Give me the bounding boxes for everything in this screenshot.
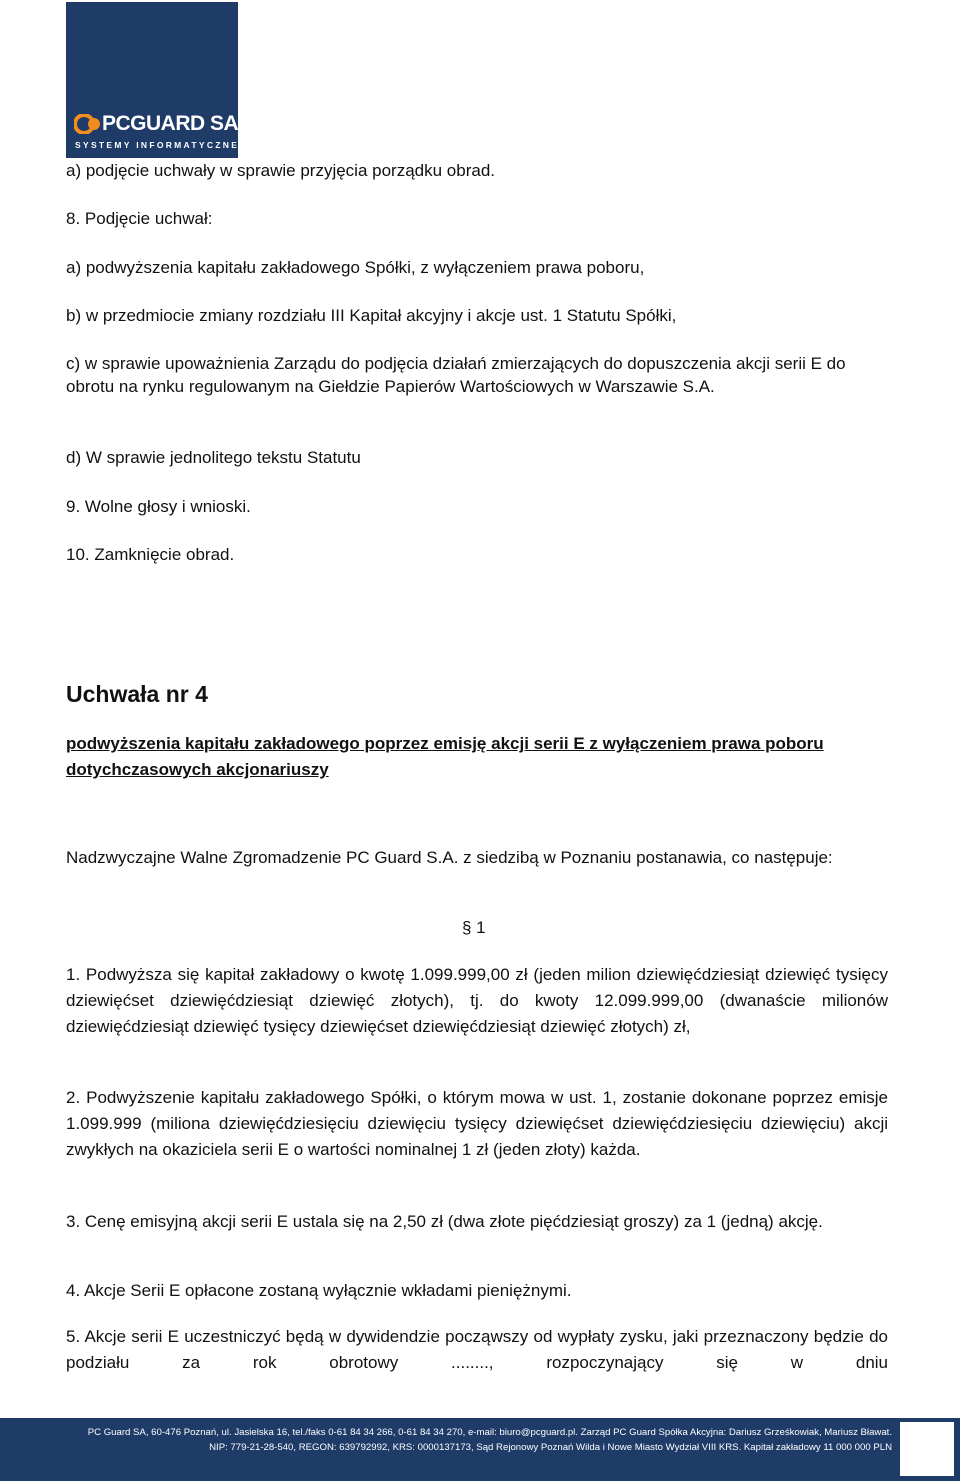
- resolution-point-5: 5. Akcje serii E uczestniczyć będą w dywidendzie począwszy od wypłaty zysku, jaki przeznaczony będzie do podziału za rok obrotowy ........, rozpoczynający się w dniu: [66, 1327, 888, 1372]
- agenda-item-8a: a) podwyższenia kapitału zakładowego Spółki, z wyłączeniem prawa poboru,: [66, 258, 645, 277]
- agenda-item-8: 8. Podjęcie uchwał:: [66, 209, 213, 228]
- agenda-item-adoption: a) podjęcie uchwały w sprawie przyjęcia porządku obrad.: [66, 161, 495, 180]
- logo-brand-text: PCGUARD SA: [102, 112, 239, 135]
- footer-registry-line: NIP: 779-21-28-540, REGON: 639792992, KRS: 0000137173, Sąd Rejonowy Poznań Wilda i Nowe Miasto Wydział VIII KRS. Kapitał zakładowy 11 000 000 PLN: [209, 1442, 892, 1453]
- agenda-item-8d: d) W sprawie jednolitego tekstu Statutu: [66, 448, 361, 467]
- agenda-item-10: 10. Zamknięcie obrad.: [66, 545, 235, 564]
- resolution-point-1: 1. Podwyższa się kapitał zakładowy o kwotę 1.099.999,00 zł (jeden milion dziewięćdziesiąt dziewięć tysięcy dziewięćset dziewięćdziesiąt dziewięć złotych), tj. do kwoty 12.099.999,00 (dwanaście milionów dziewięćdziesiąt dziewięć tysięcy dziewięćset dziewięćdziesiąt dziewięć złotych) zł,: [66, 965, 888, 1036]
- agenda-item-9: 9. Wolne głosy i wnioski.: [66, 497, 251, 516]
- page-footer: [0, 1418, 960, 1481]
- resolution-point-2: 2. Podwyższenie kapitału zakładowego Spółki, o którym mowa w ust. 1, zostanie dokonane poprzez emisje 1.099.999 (miliona dziewięćdziesięciu dziewięciu tysięcy dziewięćset dziewięćdziesięciu dziewięciu) akcji zwykłych na okaziciela serii E o wartości nominalnej 1 zł (jeden złoty) każda.: [66, 1088, 888, 1159]
- resolution-point-3: 3. Cenę emisyjną akcji serii E ustala się na 2,50 zł (dwa złote pięćdziesiąt groszy) za 1 (jedną) akcję.: [66, 1212, 823, 1231]
- resolution-title: Uchwała nr 4: [66, 681, 208, 707]
- logo-tagline: SYSTEMY INFORMATYCZNE: [75, 140, 240, 150]
- company-logo: [66, 2, 238, 158]
- resolution-point-4: 4. Akcje Serii E opłacone zostaną wyłącznie wkładami pieniężnymi.: [66, 1281, 572, 1300]
- footer-badge: [900, 1422, 954, 1476]
- agenda-item-8b: b) w przedmiocie zmiany rozdziału III Kapitał akcyjny i akcje ust. 1 Statutu Spółki,: [66, 306, 677, 325]
- footer-contact-line: PC Guard SA, 60-476 Poznań, ul. Jasielska 16, tel./faks 0-61 84 34 266, 0-61 84 34 270, e-mail: biuro@pcguard.pl. Zarząd PC Guard Spółka Akcyjna: Dariusz Grześkowiak, Mariusz Bławat.: [87, 1427, 892, 1438]
- resolution-intro: Nadzwyczajne Walne Zgromadzenie PC Guard S.A. z siedzibą w Poznaniu postanawia, co następuje:: [66, 848, 833, 867]
- agenda-item-8c: c) w sprawie upoważnienia Zarządu do podjęcia działań zmierzających do dopuszczenia akcji serii E do obrotu na rynku regulowanym na Giełdzie Papierów Wartościowych w Warszawie S.A.: [66, 354, 846, 396]
- section-heading: § 1: [462, 918, 486, 937]
- resolution-subtitle: podwyższenia kapitału zakładowego poprzez emisję akcji serii E z wyłączeniem prawa poboru dotychczasowych akcjonariuszy: [66, 734, 824, 779]
- logo-mark-icon: [74, 114, 104, 134]
